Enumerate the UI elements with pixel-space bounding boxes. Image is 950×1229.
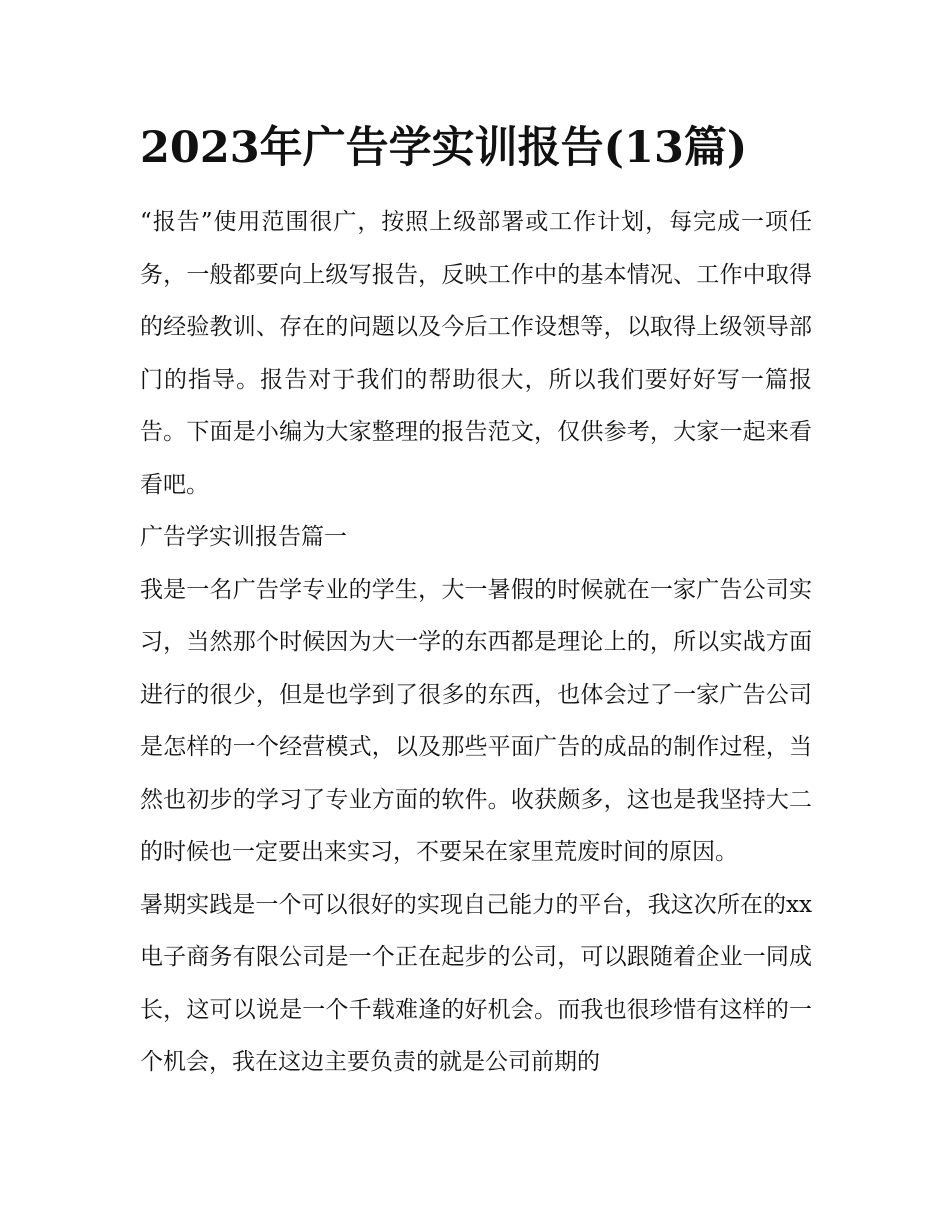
document-body	[140, 196, 812, 1089]
body-paragraph: 我是一名广告学专业的学生，大一暑假的时候就在一家广告公司实习，当然那个时候因为大一学的东西都是理论上的，所以实战方面进行的很少，但是也学到了很多的东西，也体会过了一家广告公司是怎样的一个经营模式，以及那些平面广告的成品的制作过程，当然也初步的学习了专业方面的软件。收获颇多，这也是我坚持大二的时候也一定要出来实习，不要呆在家里荒废时间的原因。	[140, 576, 812, 865]
document-title: 2023年广告学实训报告(13篇)	[140, 123, 748, 173]
intro-paragraph: “报告”使用范围很广，按照上级部署或工作计划，每完成一项任务，一般都要向上级写报告，反映工作中的基本情况、工作中取得的经验教训、存在的问题以及今后工作设想等，以取得上级领导部门的指导。报告对于我们的帮助很大，所以我们要好好写一篇报告。下面是小编为大家整理的报告范文，仅供参考，大家一起来看看吧。	[140, 209, 812, 498]
body-paragraph: 暑期实践是一个可以很好的实现自己能力的平台，我这次所在的xx电子商务有限公司是一个正在起步的公司，可以跟随着企业一同成长，这可以说是一个千载难逢的好机会。而我也很珍惜有这样的一个机会，我在这边主要负责的就是公司前期的	[140, 891, 812, 1075]
section-heading: 广告学实训报告篇一	[140, 524, 347, 550]
